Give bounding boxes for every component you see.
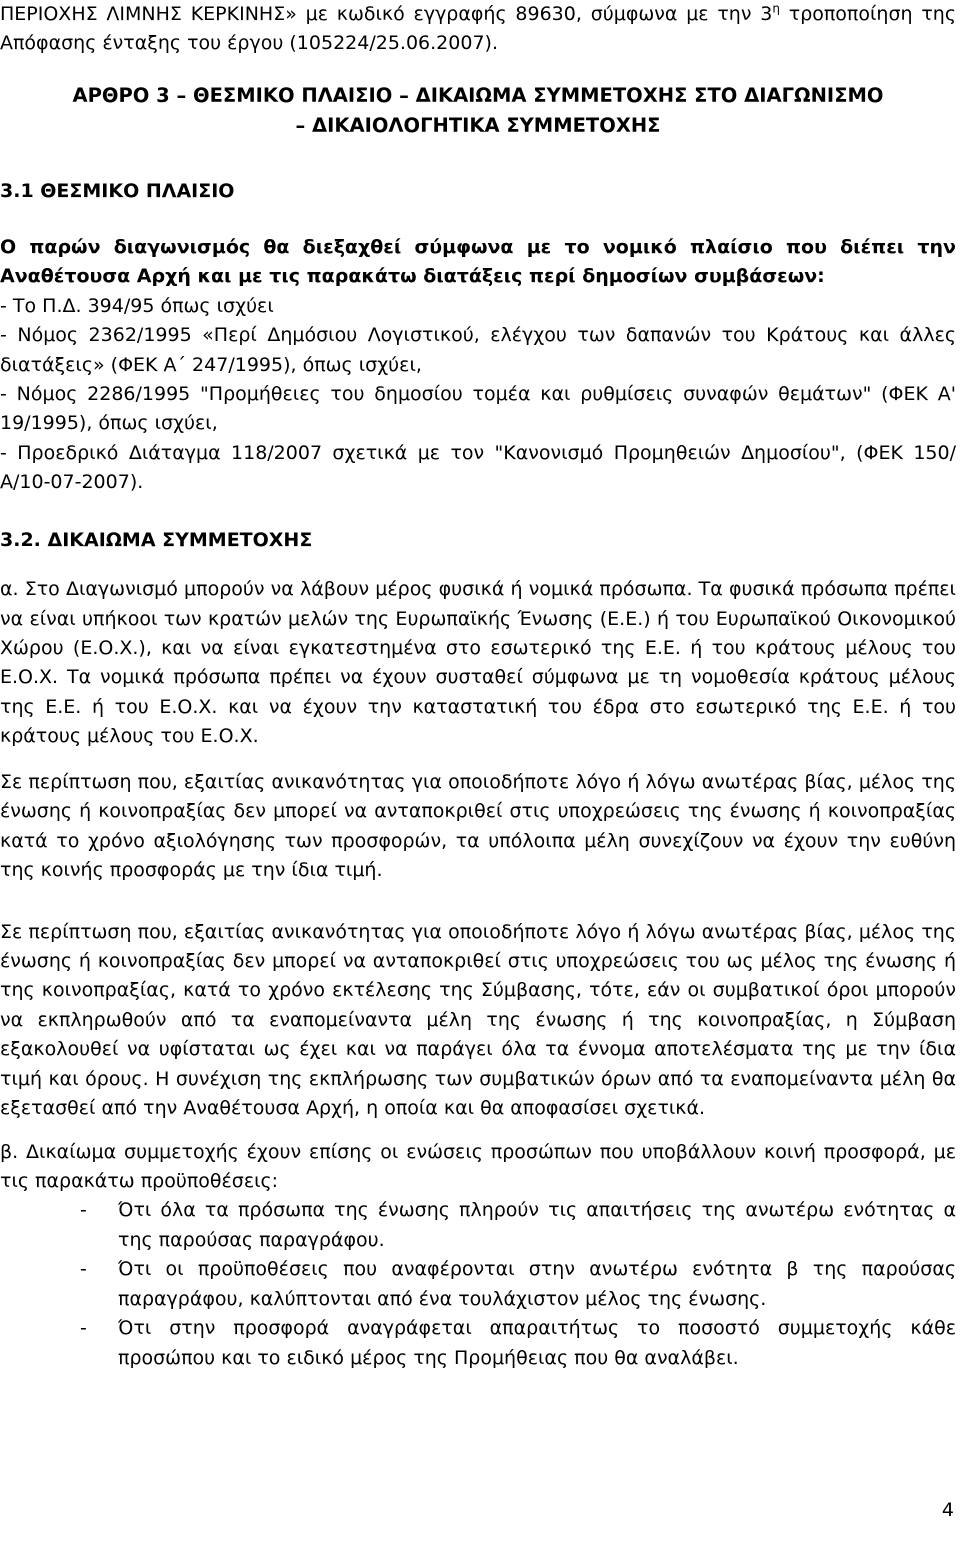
article-title-line2: – ΔΙΚΑΙΟΛΟΓΗΤΙΚΑ ΣΥΜΜΕΤΟΧΗΣ	[295, 114, 661, 138]
intro-text: ΠΕΡΙΟΧΗΣ ΛΙΜΝΗΣ ΚΕΡΚΙΝΗΣ» με κωδικό εγγραφής 89630, σύμφωνα με την 3	[0, 3, 773, 25]
law-item: - Προεδρικό Διάταγμα 118/2007 σχετικά με τον "Κανονισμό Προμηθειών Δημοσίου", (ΦΕΚ 150/Α/10-07-2007).	[0, 441, 956, 494]
paragraph-a: α. Στο Διαγωνισμό μπορούν να λάβουν μέρος φυσικά ή νομικά πρόσωπα. Τα φυσικά πρόσωπα πρέπει να είναι υπήκοοι των κρατών μελών της Ευρωπαϊκής Ένωσης (Ε.Ε.) ή του Ευρωπαϊκού Οικονομικού Χώρου (Ε.Ο.Χ.), και να είναι εγκατεστημένα στο εσωτερικό της Ε.Ε. ή του κράτους μέλους του Ε.Ο.Χ. Τα νομικά πρόσωπα πρέπει να έχουν συσταθεί σύμφωνα με τη νομοθεσία κράτους μέλους της Ε.Ε. ή του Ε.Ο.Χ. και να έχουν την καταστατική του έδρα στο εσωτερικό της Ε.Ε. ή του κράτους μέλους του Ε.Ο.Χ.	[0, 578, 956, 748]
condition-item	[0, 1196, 956, 1255]
article-title-line1: ΑΡΘΡΟ 3 – ΘΕΣΜΙΚΟ ΠΛΑΙΣΙΟ – ΔΙΚΑΙΩΜΑ ΣΥΜΜΕΤΟΧΗΣ ΣΤΟ ΔΙΑΓΩΝΙΣΜΟ	[72, 83, 884, 107]
condition-text: Ότι όλα τα πρόσωπα της ένωσης πληρούν τις απαιτήσεις της ανωτέρω ενότητας α της παρούσας παραγράφου.	[118, 1199, 956, 1251]
intro-superscript: η	[772, 1, 780, 16]
article-title	[0, 81, 956, 141]
condition-item	[0, 1255, 956, 1314]
law-item: - Νόμος 2362/1995 «Περί Δημόσιου Λογιστικού, ελέγχου των δαπανών του Κράτους και άλλες διατάξεις» (ΦΕΚ Α΄ 247/1995), όπως ισχύει,	[0, 324, 956, 376]
condition-text: Ότι οι προϋποθέσεις που αναφέρονται στην ανωτέρω ενότητα β της παρούσας παραγράφου, καλύπτονται από ένα τουλάχιστον μέλος της ένωσης.	[118, 1258, 956, 1310]
section-3-1-title: 3.1 ΘΕΣΜΙΚΟ ΠΛΑΙΣΙΟ	[0, 180, 235, 203]
dash-bullet: -	[80, 1317, 87, 1340]
law-list	[0, 292, 956, 498]
section-3-1-intro: Ο παρών διαγωνισμός θα διεξαχθεί σύμφωνα με το νομικό πλαίσιο που διέπει την Αναθέτουσα Αρχή και με τις παρακάτω διατάξεις περί δημοσίων συμβάσεων:	[0, 235, 956, 288]
conditions-list	[0, 1196, 956, 1373]
dash-bullet: -	[80, 1258, 87, 1281]
law-item: - Νόμος 2286/1995 "Προμήθειες του δημοσίου τομέα και ρυθμίσεις συναφών θεμάτων" (ΦΕΚ Α' 19/1995), όπως ισχύει,	[0, 382, 956, 435]
dash-bullet: -	[80, 1199, 87, 1222]
condition-text: Ότι στην προσφορά αναγράφεται απαραιτήτως το ποσοστό συμμετοχής κάθε προσώπου και το ειδικό μέρος της Προμήθειας που θα αναλάβει.	[118, 1317, 956, 1369]
paragraph-case-evaluation: Σε περίπτωση που, εξαιτίας ανικανότητας για οποιοδήποτε λόγο ή λόγω ανωτέρας βίας, μέλος της ένωσης ή κοινοπραξίας δεν μπορεί να ανταποκριθεί στις υποχρεώσεις της ένωσης ή κοινοπραξίας κατά το χρόνο αξιολόγησης των προσφορών, τα υπόλοιπα μέλη συνεχίζουν να έχουν την ευθύνη της κοινής προσφοράς με την ίδια τιμή.	[0, 770, 956, 882]
paragraph-b: β. Δικαίωμα συμμετοχής έχουν επίσης οι ενώσεις προσώπων που υποβάλλουν κοινή προσφορά, με τις παρακάτω προϋποθέσεις:	[0, 1140, 956, 1192]
paragraph-case-execution: Σε περίπτωση που, εξαιτίας ανικανότητας για οποιοδήποτε λόγο ή λόγω ανωτέρας βίας, μέλος της ένωσης ή κοινοπραξίας δεν μπορεί να ανταποκριθεί στις υποχρεώσεις του ως μέλος της ένωσης ή της κοινοπραξίας, κατά το χρόνο εκτέλεσης της Σύμβασης, τότε, εάν οι συμβατικοί όροι μπορούν να εκπληρωθούν από τα εναπομείναντα μέλη της ένωσης ή της κοινοπραξίας, η Σύμβαση εξακολουθεί να υφίσταται ως έχει και να παράγει όλα τα έννομα αποτελέσματα της με την ίδια τιμή και όρους. Η συνέχιση της εκπλήρωσης των συμβατικών όρων από τα εναπομείναντα μέλη θα εξετασθεί από την Αναθέτουσα Αρχή, η οποία και θα αποφασίσει σχετικά.	[0, 920, 956, 1120]
condition-item	[0, 1314, 956, 1373]
intro-paragraph	[0, 0, 956, 59]
intro-tail: τροποποίηση της Απόφασης ένταξης του έργου (105224/25.06.2007).	[0, 3, 956, 55]
page-number: 4	[941, 1499, 954, 1521]
section-3-2-title: 3.2. ΔΙΚΑΙΩΜΑ ΣΥΜΜΕΤΟΧΗΣ	[0, 528, 313, 551]
law-item: - Το Π.Δ. 394/95 όπως ισχύει	[0, 294, 274, 317]
